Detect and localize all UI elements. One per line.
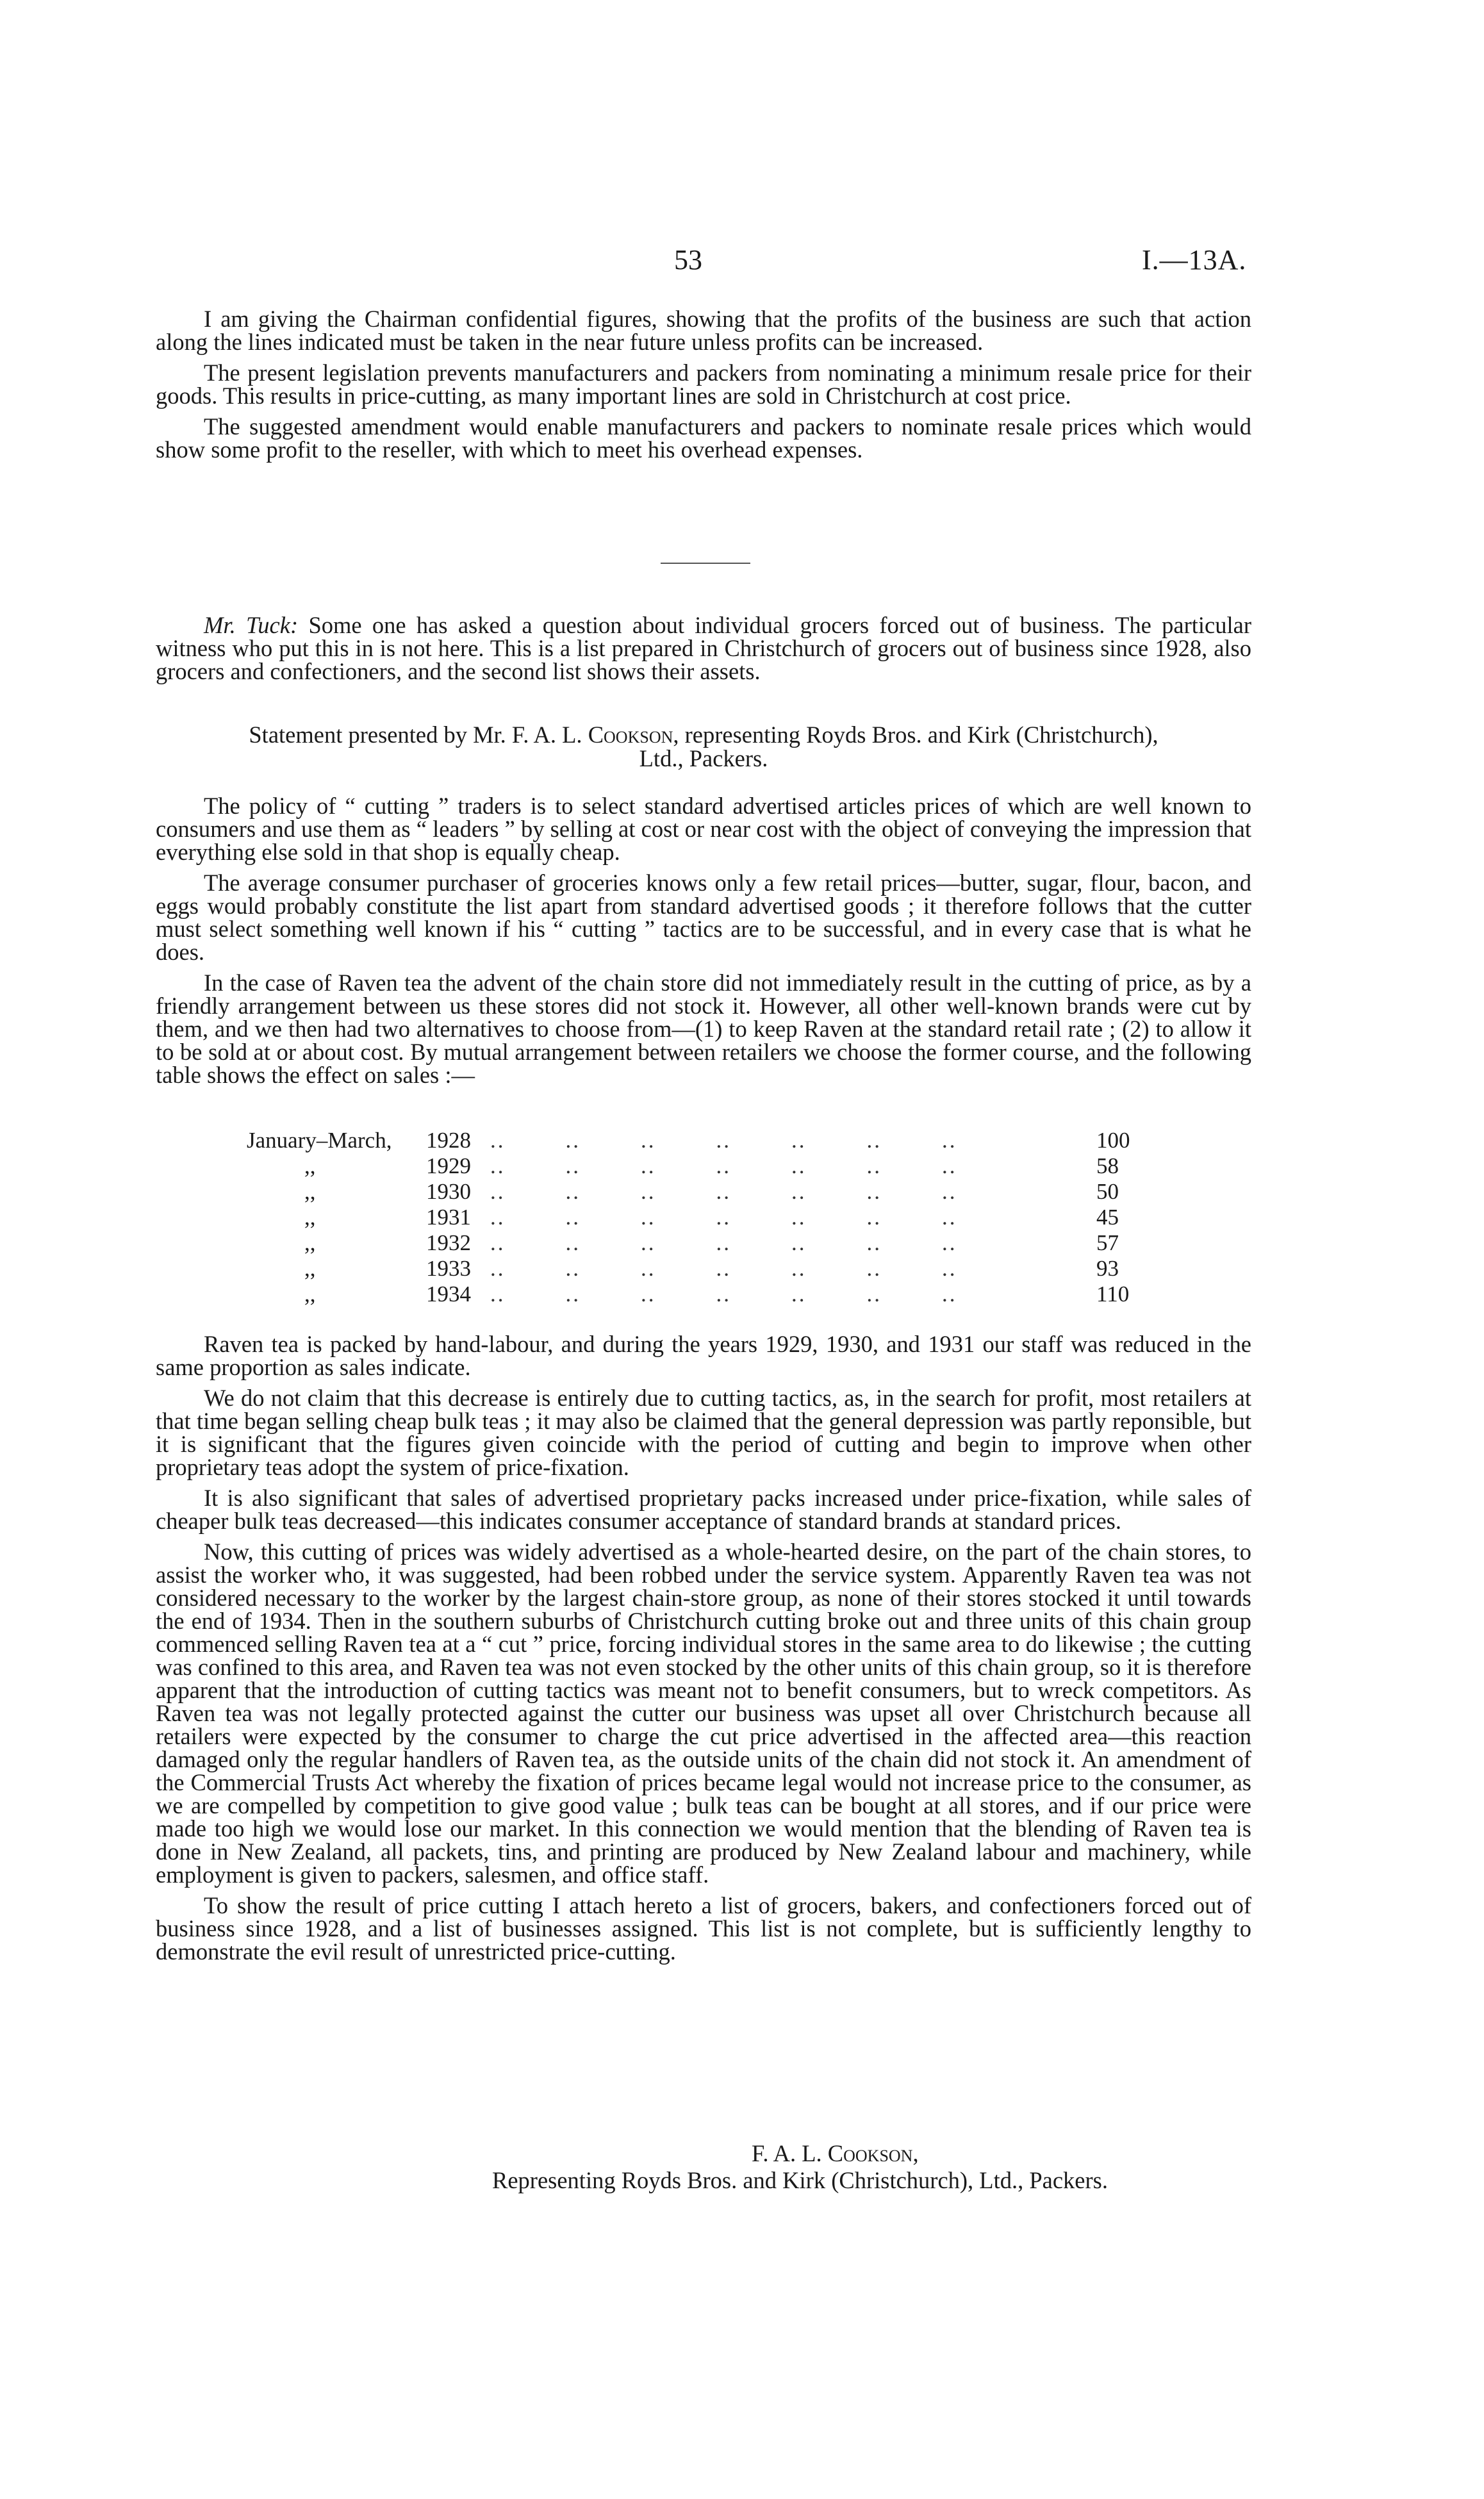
table-row: [247, 1230, 1182, 1256]
table-row: [247, 1256, 1182, 1282]
signatory-role: Representing Royds Bros. and Kirk (Christchurch), Ltd., Packers.: [492, 2167, 1108, 2193]
table-row: [247, 1205, 1182, 1230]
intro-paragraph-3: The suggested amendment would enable manufacturers and packers to nominate resale prices which would show some profit to the reseller, with which to meet his overhead expenses.: [156, 413, 1251, 463]
row-value: 50: [1096, 1179, 1119, 1204]
table-row: [247, 1179, 1182, 1205]
statement-paragraph-8: To show the result of price cutting I attach hereto a list of grocers, bakers, and confectioners forced out of business since 1928, and a list of businesses assigned. This list is not complete, but is sufficiently lengthy to demonstrate the evil result of unrestricted price-cutting.: [156, 1892, 1251, 1965]
tuck-paragraph: [156, 614, 1251, 683]
statement-body-a: [156, 795, 1251, 1094]
statement-presenter-name: Cookson: [588, 722, 673, 748]
sales-table: [247, 1128, 1182, 1307]
tuck-speaker: Mr. Tuck:: [204, 612, 299, 638]
row-year: 1934: [426, 1282, 471, 1307]
row-period-label: ,,: [304, 1230, 316, 1255]
signatory-name: F. A. L. Cookson,: [752, 2140, 919, 2166]
statement-paragraph-2: The average consumer purchaser of groceries knows only a few retail prices—butter, sugar, flour, bacon, and eggs would probably constitute the list apart from standard advertised goods ; it therefore follows that the cutter must select something well known if his “ cutting ” tactics are to be successful, and in every case that is what he does.: [156, 870, 1251, 965]
row-period-label: ,,: [304, 1256, 316, 1281]
row-period-label: ,,: [304, 1179, 316, 1204]
statement-paragraph-7: Now, this cutting of prices was widely advertised as a whole-hearted desire, on the part of the chain stores, to assist the worker who, it was suggested, had been robbed under the service system. Apparently Raven tea was not considered necessary to the worker by the largest chain-store group, as none of their stores stocked it until towards the end of 1934. Then in the southern suburbs of Christchurch cutting broke out and three units of this chain group commenced selling Raven tea at a “ cut ” price, forcing individual stores in the same area to do likewise ; the cutting was confined to this area, and Raven tea was not even stocked by the other units of this chain group, so it is therefore apparent that the introduction of cutting tactics was meant not to benefit consumers, but to wreck competitors. As Raven tea was not legally protected against the cutter our business was upset all over Christchurch because all retailers were expected by the consumer to charge the cut price advertised in the affected area—this reaction damaged only the regular handlers of Raven tea, as the outside units of the chain did not stock it. An amendment of the Commercial Trusts Act whereby the fixation of prices became legal would not increase price to the consumer, as we are compelled by competition to give good value ; bulk teas can be bought at all stores, and if our price were made too high we would lose our market. In this connection we would mention that the blending of Raven tea is done in New Zealand, all packets, tins, and printing are produced by New Zealand labour and machinery, while employment is given to packers, salesmen, and office staff.: [156, 1538, 1251, 1888]
page-number: 53: [674, 244, 702, 276]
statement-paragraph-4: Raven tea is packed by hand-labour, and during the years 1929, 1930, and 1931 our staff was reduced in the same proportion as sales indicate.: [156, 1331, 1251, 1380]
statement-paragraph-5: We do not claim that this decrease is entirely due to cutting tactics, as, in the search for profit, most retailers at that time began selling cheap bulk teas ; it may also be claimed that the general depression was partly reponsible, but it is significant that the figures given coincide with the period of cutting and begin to improve when other proprietary teas adopt the system of price-fixation.: [156, 1385, 1251, 1480]
row-value: 100: [1096, 1128, 1130, 1153]
row-period-label: ,,: [304, 1153, 316, 1178]
row-value: 45: [1096, 1205, 1119, 1230]
tuck-text: Some one has asked a question about individual grocers forced out of business. The particular witness who put this in is not here. This is a list prepared in Christchurch of grocers out of business since 1928, also grocers and confectioners, and the second list shows their assets.: [156, 612, 1252, 684]
leader-dots: .. .. .. .. .. .. ..: [490, 1179, 957, 1204]
statement-paragraph-6: It is also significant that sales of advertised proprietary packs increased under price-fixation, while sales of cheaper bulk teas decreased—this indicates consumer acceptance of standard brands at standard prices.: [156, 1485, 1251, 1534]
row-value: 110: [1096, 1282, 1130, 1307]
row-year: 1929: [426, 1153, 471, 1178]
table-row: [247, 1153, 1182, 1179]
row-value: 57: [1096, 1230, 1119, 1255]
row-value: 93: [1096, 1256, 1119, 1281]
section-divider: [661, 563, 750, 564]
intro-section: [156, 308, 1251, 469]
table-row: [247, 1128, 1182, 1153]
row-year: 1932: [426, 1230, 471, 1255]
row-period-label: January–March,: [247, 1128, 392, 1153]
leader-dots: .. .. .. .. .. .. ..: [490, 1282, 957, 1307]
leader-dots: .. .. .. .. .. .. ..: [490, 1230, 957, 1255]
table-row: [247, 1282, 1182, 1307]
row-year: 1930: [426, 1179, 471, 1204]
statement-heading-line-2: Ltd., Packers.: [639, 745, 768, 771]
row-period-label: ,,: [304, 1205, 316, 1230]
leader-dots: .. .. .. .. .. .. ..: [490, 1153, 957, 1178]
statement-heading: [156, 723, 1251, 770]
row-period-label: ,,: [304, 1282, 316, 1307]
leader-dots: .. .. .. .. .. .. ..: [490, 1128, 957, 1153]
leader-dots: .. .. .. .. .. .. ..: [490, 1256, 957, 1281]
statement-paragraph-1: The policy of “ cutting ” traders is to select standard advertised articles prices of which are well known to consumers and use them as “ leaders ” by selling at cost or near cost with the object of conveying the impression that everything else sold in that shop is equally cheap.: [156, 793, 1251, 865]
row-year: 1931: [426, 1205, 471, 1230]
statement-paragraph-3: In the case of Raven tea the advent of the chain store did not immediately result in the cutting of price, as by a friendly arrangement between us these stores did not stock it. However, all other well-known brands were cut by them, and we then had two alternatives to choose from—(1) to keep Raven at the standard retail rate ; (2) to allow it to be sold at or about cost. By mutual arrangement between retailers we choose the former course, and the following table shows the effect on sales :—: [156, 969, 1251, 1088]
intro-paragraph-2: The present legislation prevents manufacturers and packers from nominating a minimum resale price for their goods. This results in price-cutting, as many important lines are sold in Christchurch at cost price.: [156, 359, 1251, 409]
statement-heading-line-1: Statement presented by Mr. F. A. L. Cookson, representing Royds Bros. and Kirk (Christchurch),: [249, 722, 1158, 748]
row-value: 58: [1096, 1153, 1119, 1178]
statement-body-b: [156, 1333, 1251, 1971]
row-year: 1933: [426, 1256, 471, 1281]
row-year: 1928: [426, 1128, 471, 1153]
leader-dots: .. .. .. .. .. .. ..: [490, 1205, 957, 1230]
page-header: [0, 243, 1484, 282]
tuck-section: [156, 614, 1251, 691]
document-reference: I.—13A.: [1142, 244, 1247, 276]
intro-paragraph-1: I am giving the Chairman confidential figures, showing that the profits of the business are such that action along the lines indicated must be taken in the near future unless profits can be increased.: [156, 306, 1251, 355]
